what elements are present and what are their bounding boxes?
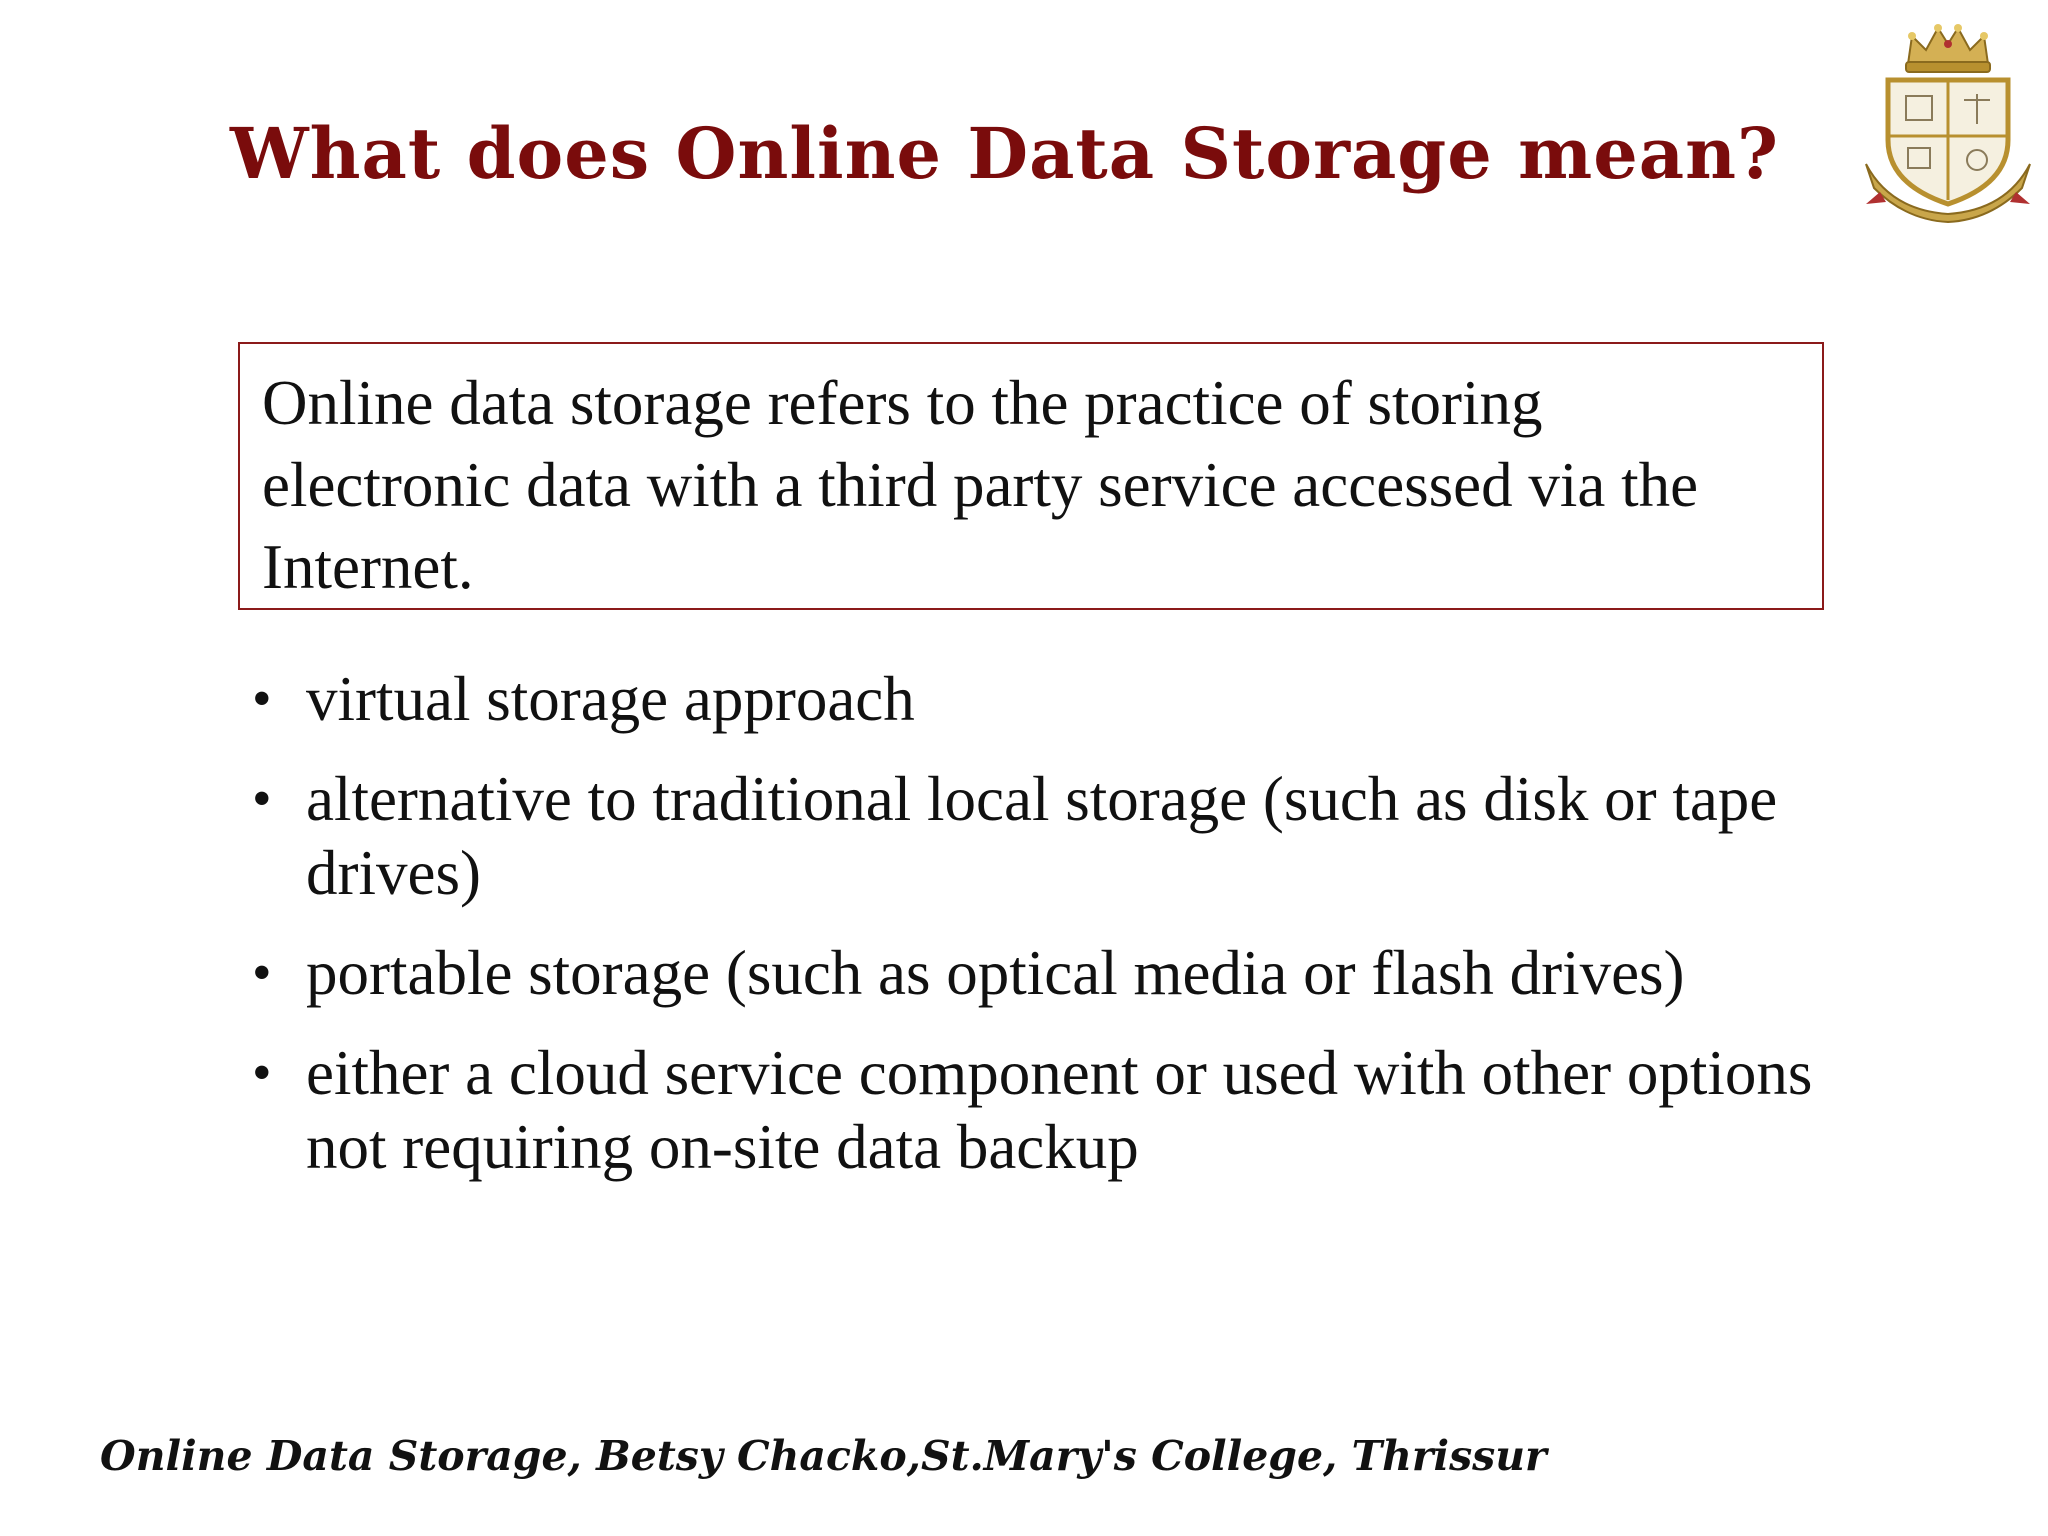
bullet-text: portable storage (such as optical media or flash drives)	[306, 938, 1685, 1008]
bullet-icon: •	[252, 768, 272, 830]
list-item	[250, 762, 1870, 910]
shield-icon	[1888, 80, 2008, 204]
footer-text: Online Data Storage, Betsy Chacko,St.Mary's College, Thrissur	[100, 1432, 1547, 1480]
bullet-list	[250, 662, 1870, 1210]
crown-icon	[1906, 24, 1990, 72]
definition-text: Online data storage refers to the practice of storing electronic data with a third party service accessed via the Internet.	[262, 368, 1699, 602]
college-crest-icon	[1860, 14, 2036, 224]
list-item	[250, 1036, 1870, 1184]
bullet-text: virtual storage approach	[306, 664, 915, 734]
list-item	[250, 936, 1870, 1010]
bullet-icon: •	[252, 942, 272, 1004]
bullet-icon: •	[252, 1042, 272, 1104]
bullet-icon: •	[252, 668, 272, 730]
slide-title: What does Online Data Storage mean?	[230, 112, 1780, 195]
definition-box	[238, 342, 1824, 610]
bullet-text: alternative to traditional local storage (such as disk or tape drives)	[306, 764, 1778, 908]
list-item	[250, 662, 1870, 736]
bullet-text: either a cloud service component or used with other options not requiring on-site data backup	[306, 1038, 1813, 1182]
